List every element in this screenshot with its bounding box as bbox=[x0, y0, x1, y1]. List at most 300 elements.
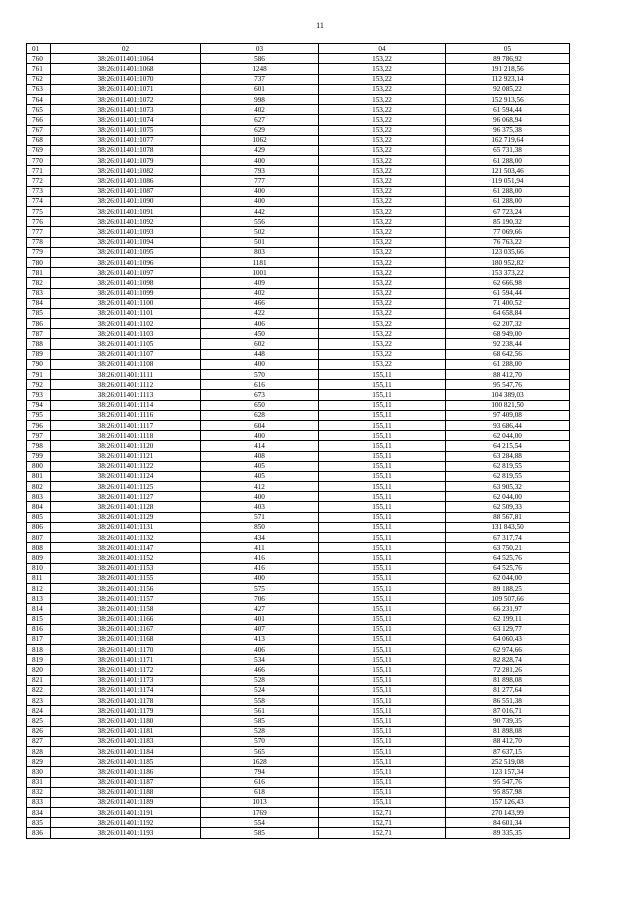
cadastral-number-cell: 38:26:011401:1094 bbox=[51, 237, 201, 247]
rate-cell: 155,11 bbox=[319, 655, 446, 665]
cadastral-number-cell: 38:26:011401:1068 bbox=[51, 64, 201, 74]
cadastral-number-cell: 38:26:011401:1087 bbox=[51, 186, 201, 196]
area-cell: 585 bbox=[201, 716, 319, 726]
area-cell: 466 bbox=[201, 298, 319, 308]
rate-cell: 152,71 bbox=[319, 818, 446, 828]
table-row bbox=[27, 767, 570, 777]
rate-cell: 155,11 bbox=[319, 604, 446, 614]
header-cell-02: 02 bbox=[51, 44, 201, 54]
value-cell: 82 828,74 bbox=[446, 655, 570, 665]
value-cell: 62 207,32 bbox=[446, 319, 570, 329]
area-cell: 575 bbox=[201, 583, 319, 593]
cadastral-number-cell: 38:26:011401:1166 bbox=[51, 614, 201, 624]
value-cell: 153 373,22 bbox=[446, 268, 570, 278]
value-cell: 62 199,11 bbox=[446, 614, 570, 624]
row-number-cell: 793 bbox=[27, 390, 51, 400]
row-number-cell: 780 bbox=[27, 257, 51, 267]
table-row bbox=[27, 502, 570, 512]
rate-cell: 155,11 bbox=[319, 675, 446, 685]
value-cell: 90 739,35 bbox=[446, 716, 570, 726]
rate-cell: 155,11 bbox=[319, 563, 446, 573]
table-row bbox=[27, 757, 570, 767]
table-row bbox=[27, 645, 570, 655]
cadastral-number-cell: 38:26:011401:1107 bbox=[51, 349, 201, 359]
cadastral-number-cell: 38:26:011401:1090 bbox=[51, 196, 201, 206]
row-number-cell: 810 bbox=[27, 563, 51, 573]
area-cell: 601 bbox=[201, 84, 319, 94]
area-cell: 442 bbox=[201, 207, 319, 217]
header-cell-01: 01 bbox=[27, 44, 51, 54]
value-cell: 63 905,32 bbox=[446, 482, 570, 492]
rate-cell: 155,11 bbox=[319, 716, 446, 726]
cadastral-number-cell: 38:26:011401:1173 bbox=[51, 675, 201, 685]
value-cell: 180 952,82 bbox=[446, 257, 570, 267]
cadastral-number-cell: 38:26:011401:1073 bbox=[51, 105, 201, 115]
cadastral-number-cell: 38:26:011401:1158 bbox=[51, 604, 201, 614]
cadastral-number-cell: 38:26:011401:1185 bbox=[51, 757, 201, 767]
cadastral-number-cell: 38:26:011401:1125 bbox=[51, 482, 201, 492]
cadastral-number-cell: 38:26:011401:1179 bbox=[51, 706, 201, 716]
row-number-cell: 765 bbox=[27, 105, 51, 115]
cadastral-number-cell: 38:26:011401:1121 bbox=[51, 451, 201, 461]
row-number-cell: 778 bbox=[27, 237, 51, 247]
rate-cell: 153,22 bbox=[319, 207, 446, 217]
area-cell: 571 bbox=[201, 512, 319, 522]
rate-cell: 153,22 bbox=[319, 176, 446, 186]
row-number-cell: 817 bbox=[27, 634, 51, 644]
table-row bbox=[27, 145, 570, 155]
rate-cell: 153,22 bbox=[319, 64, 446, 74]
row-number-cell: 806 bbox=[27, 522, 51, 532]
value-cell: 71 400,52 bbox=[446, 298, 570, 308]
cadastral-number-cell: 38:26:011401:1156 bbox=[51, 583, 201, 593]
area-cell: 416 bbox=[201, 563, 319, 573]
cadastral-number-cell: 38:26:011401:1116 bbox=[51, 410, 201, 420]
row-number-cell: 787 bbox=[27, 329, 51, 339]
row-number-cell: 789 bbox=[27, 349, 51, 359]
area-cell: 466 bbox=[201, 665, 319, 675]
value-cell: 64 658,84 bbox=[446, 308, 570, 318]
value-cell: 96 068,94 bbox=[446, 115, 570, 125]
value-cell: 121 503,46 bbox=[446, 166, 570, 176]
value-cell: 92 085,22 bbox=[446, 84, 570, 94]
value-cell: 97 409,08 bbox=[446, 410, 570, 420]
rate-cell: 153,22 bbox=[319, 135, 446, 145]
value-cell: 63 284,88 bbox=[446, 451, 570, 461]
rate-cell: 153,22 bbox=[319, 319, 446, 329]
rate-cell: 155,11 bbox=[319, 420, 446, 430]
table-row bbox=[27, 349, 570, 359]
cadastral-number-cell: 38:26:011401:1082 bbox=[51, 166, 201, 176]
cadastral-number-cell: 38:26:011401:1097 bbox=[51, 268, 201, 278]
value-cell: 162 719,64 bbox=[446, 135, 570, 145]
cadastral-number-cell: 38:26:011401:1100 bbox=[51, 298, 201, 308]
area-cell: 803 bbox=[201, 247, 319, 257]
rate-cell: 155,11 bbox=[319, 797, 446, 807]
row-number-cell: 809 bbox=[27, 553, 51, 563]
area-cell: 434 bbox=[201, 533, 319, 543]
value-cell: 95 547,76 bbox=[446, 777, 570, 787]
value-cell: 66 231,97 bbox=[446, 604, 570, 614]
rate-cell: 153,22 bbox=[319, 349, 446, 359]
table-row bbox=[27, 685, 570, 695]
rate-cell: 155,11 bbox=[319, 767, 446, 777]
rate-cell: 155,11 bbox=[319, 777, 446, 787]
value-cell: 72 281,26 bbox=[446, 665, 570, 675]
row-number-cell: 785 bbox=[27, 308, 51, 318]
table-row bbox=[27, 207, 570, 217]
table-row bbox=[27, 675, 570, 685]
table-row bbox=[27, 746, 570, 756]
row-number-cell: 798 bbox=[27, 441, 51, 451]
table-row bbox=[27, 166, 570, 176]
value-cell: 62 666,98 bbox=[446, 278, 570, 288]
rate-cell: 155,11 bbox=[319, 410, 446, 420]
table-row bbox=[27, 247, 570, 257]
value-cell: 109 507,66 bbox=[446, 594, 570, 604]
rate-cell: 155,11 bbox=[319, 685, 446, 695]
cadastral-number-cell: 38:26:011401:1105 bbox=[51, 339, 201, 349]
row-number-cell: 816 bbox=[27, 624, 51, 634]
table-row bbox=[27, 451, 570, 461]
rate-cell: 155,11 bbox=[319, 594, 446, 604]
area-cell: 502 bbox=[201, 227, 319, 237]
cadastral-number-cell: 38:26:011401:1086 bbox=[51, 176, 201, 186]
cadastral-number-cell: 38:26:011401:1064 bbox=[51, 54, 201, 64]
cadastral-number-cell: 38:26:011401:1174 bbox=[51, 685, 201, 695]
row-number-cell: 801 bbox=[27, 471, 51, 481]
table-row bbox=[27, 135, 570, 145]
cadastral-number-cell: 38:26:011401:1153 bbox=[51, 563, 201, 573]
value-cell: 61 594,44 bbox=[446, 105, 570, 115]
rate-cell: 155,11 bbox=[319, 441, 446, 451]
row-number-cell: 825 bbox=[27, 716, 51, 726]
cadastral-number-cell: 38:26:011401:1108 bbox=[51, 359, 201, 369]
cadastral-number-cell: 38:26:011401:1093 bbox=[51, 227, 201, 237]
area-cell: 403 bbox=[201, 502, 319, 512]
area-cell: 570 bbox=[201, 736, 319, 746]
rate-cell: 153,22 bbox=[319, 196, 446, 206]
rate-cell: 153,22 bbox=[319, 278, 446, 288]
row-number-cell: 790 bbox=[27, 359, 51, 369]
table-row bbox=[27, 777, 570, 787]
row-number-cell: 815 bbox=[27, 614, 51, 624]
row-number-cell: 797 bbox=[27, 431, 51, 441]
value-cell: 104 389,03 bbox=[446, 390, 570, 400]
rate-cell: 155,11 bbox=[319, 522, 446, 532]
cadastral-number-cell: 38:26:011401:1071 bbox=[51, 84, 201, 94]
area-cell: 628 bbox=[201, 410, 319, 420]
cadastral-number-cell: 38:26:011401:1181 bbox=[51, 726, 201, 736]
row-number-cell: 804 bbox=[27, 502, 51, 512]
rate-cell: 153,22 bbox=[319, 156, 446, 166]
rate-cell: 155,11 bbox=[319, 451, 446, 461]
table-row bbox=[27, 257, 570, 267]
rate-cell: 153,22 bbox=[319, 105, 446, 115]
cadastral-number-cell: 38:26:011401:1117 bbox=[51, 420, 201, 430]
rate-cell: 153,22 bbox=[319, 54, 446, 64]
row-number-cell: 819 bbox=[27, 655, 51, 665]
rate-cell: 155,11 bbox=[319, 390, 446, 400]
cadastral-number-cell: 38:26:011401:1095 bbox=[51, 247, 201, 257]
row-number-cell: 829 bbox=[27, 757, 51, 767]
table-row bbox=[27, 604, 570, 614]
row-number-cell: 781 bbox=[27, 268, 51, 278]
value-cell: 89 786,92 bbox=[446, 54, 570, 64]
cadastral-number-cell: 38:26:011401:1192 bbox=[51, 818, 201, 828]
area-cell: 556 bbox=[201, 217, 319, 227]
row-number-cell: 820 bbox=[27, 665, 51, 675]
value-cell: 62 044,00 bbox=[446, 573, 570, 583]
value-cell: 119 051,94 bbox=[446, 176, 570, 186]
row-number-cell: 803 bbox=[27, 492, 51, 502]
area-cell: 998 bbox=[201, 94, 319, 104]
area-cell: 850 bbox=[201, 522, 319, 532]
value-cell: 84 601,34 bbox=[446, 818, 570, 828]
row-number-cell: 823 bbox=[27, 696, 51, 706]
row-number-cell: 834 bbox=[27, 808, 51, 818]
rate-cell: 153,22 bbox=[319, 329, 446, 339]
table-row bbox=[27, 74, 570, 84]
table-row bbox=[27, 288, 570, 298]
rate-cell: 155,11 bbox=[319, 706, 446, 716]
area-cell: 650 bbox=[201, 400, 319, 410]
rate-cell: 155,11 bbox=[319, 492, 446, 502]
value-cell: 252 519,08 bbox=[446, 757, 570, 767]
cadastral-number-cell: 38:26:011401:1078 bbox=[51, 145, 201, 155]
area-cell: 402 bbox=[201, 288, 319, 298]
cadastral-number-cell: 38:26:011401:1131 bbox=[51, 522, 201, 532]
value-cell: 95 857,98 bbox=[446, 787, 570, 797]
table-row bbox=[27, 471, 570, 481]
table-row bbox=[27, 115, 570, 125]
row-number-cell: 770 bbox=[27, 156, 51, 166]
area-cell: 524 bbox=[201, 685, 319, 695]
rate-cell: 155,11 bbox=[319, 726, 446, 736]
row-number-cell: 835 bbox=[27, 818, 51, 828]
cadastral-number-cell: 38:26:011401:1075 bbox=[51, 125, 201, 135]
table-header-row bbox=[27, 44, 570, 54]
row-number-cell: 802 bbox=[27, 482, 51, 492]
cadastral-number-cell: 38:26:011401:1189 bbox=[51, 797, 201, 807]
table-row bbox=[27, 563, 570, 573]
table-row bbox=[27, 278, 570, 288]
area-cell: 400 bbox=[201, 431, 319, 441]
row-number-cell: 763 bbox=[27, 84, 51, 94]
row-number-cell: 811 bbox=[27, 573, 51, 583]
table-row bbox=[27, 64, 570, 74]
area-cell: 501 bbox=[201, 237, 319, 247]
area-cell: 408 bbox=[201, 451, 319, 461]
row-number-cell: 786 bbox=[27, 319, 51, 329]
table-row bbox=[27, 390, 570, 400]
rate-cell: 155,11 bbox=[319, 696, 446, 706]
table-row bbox=[27, 370, 570, 380]
area-cell: 411 bbox=[201, 543, 319, 553]
cadastral-number-cell: 38:26:011401:1147 bbox=[51, 543, 201, 553]
row-number-cell: 832 bbox=[27, 787, 51, 797]
rate-cell: 155,11 bbox=[319, 736, 446, 746]
area-cell: 405 bbox=[201, 471, 319, 481]
row-number-cell: 791 bbox=[27, 370, 51, 380]
area-cell: 406 bbox=[201, 319, 319, 329]
value-cell: 64 525,76 bbox=[446, 553, 570, 563]
cadastral-number-cell: 38:26:011401:1096 bbox=[51, 257, 201, 267]
table-row bbox=[27, 410, 570, 420]
value-cell: 89 335,35 bbox=[446, 828, 570, 838]
row-number-cell: 807 bbox=[27, 533, 51, 543]
row-number-cell: 800 bbox=[27, 461, 51, 471]
value-cell: 64 525,76 bbox=[446, 563, 570, 573]
row-number-cell: 830 bbox=[27, 767, 51, 777]
area-cell: 400 bbox=[201, 492, 319, 502]
area-cell: 427 bbox=[201, 604, 319, 614]
row-number-cell: 771 bbox=[27, 166, 51, 176]
cadastral-number-cell: 38:26:011401:1186 bbox=[51, 767, 201, 777]
value-cell: 131 843,50 bbox=[446, 522, 570, 532]
area-cell: 528 bbox=[201, 726, 319, 736]
cadastral-number-cell: 38:26:011401:1101 bbox=[51, 308, 201, 318]
area-cell: 1248 bbox=[201, 64, 319, 74]
area-cell: 528 bbox=[201, 675, 319, 685]
area-cell: 400 bbox=[201, 186, 319, 196]
cadastral-number-cell: 38:26:011401:1122 bbox=[51, 461, 201, 471]
cadastral-number-cell: 38:26:011401:1079 bbox=[51, 156, 201, 166]
area-cell: 402 bbox=[201, 105, 319, 115]
row-number-cell: 774 bbox=[27, 196, 51, 206]
table-row bbox=[27, 512, 570, 522]
rate-cell: 155,11 bbox=[319, 400, 446, 410]
table-row bbox=[27, 329, 570, 339]
table-row bbox=[27, 533, 570, 543]
cadastral-number-cell: 38:26:011401:1187 bbox=[51, 777, 201, 787]
value-cell: 123 035,66 bbox=[446, 247, 570, 257]
rate-cell: 155,11 bbox=[319, 502, 446, 512]
area-cell: 400 bbox=[201, 359, 319, 369]
rate-cell: 153,22 bbox=[319, 84, 446, 94]
table-row bbox=[27, 461, 570, 471]
area-cell: 604 bbox=[201, 420, 319, 430]
rate-cell: 155,11 bbox=[319, 614, 446, 624]
table-row bbox=[27, 716, 570, 726]
row-number-cell: 836 bbox=[27, 828, 51, 838]
rate-cell: 155,11 bbox=[319, 431, 446, 441]
row-number-cell: 795 bbox=[27, 410, 51, 420]
value-cell: 68 949,00 bbox=[446, 329, 570, 339]
area-cell: 1062 bbox=[201, 135, 319, 145]
cadastral-number-cell: 38:26:011401:1168 bbox=[51, 634, 201, 644]
table-row bbox=[27, 655, 570, 665]
rate-cell: 155,11 bbox=[319, 471, 446, 481]
area-cell: 794 bbox=[201, 767, 319, 777]
cadastral-number-cell: 38:26:011401:1118 bbox=[51, 431, 201, 441]
value-cell: 62 819,55 bbox=[446, 461, 570, 471]
cadastral-number-cell: 38:26:011401:1120 bbox=[51, 441, 201, 451]
rate-cell: 153,22 bbox=[319, 94, 446, 104]
row-number-cell: 773 bbox=[27, 186, 51, 196]
rate-cell: 155,11 bbox=[319, 533, 446, 543]
rate-cell: 153,22 bbox=[319, 247, 446, 257]
rate-cell: 155,11 bbox=[319, 543, 446, 553]
cadastral-number-cell: 38:26:011401:1183 bbox=[51, 736, 201, 746]
rate-cell: 153,22 bbox=[319, 268, 446, 278]
row-number-cell: 821 bbox=[27, 675, 51, 685]
table-row bbox=[27, 634, 570, 644]
table-row bbox=[27, 573, 570, 583]
cadastral-number-cell: 38:26:011401:1077 bbox=[51, 135, 201, 145]
value-cell: 62 509,33 bbox=[446, 502, 570, 512]
rate-cell: 153,22 bbox=[319, 237, 446, 247]
row-number-cell: 826 bbox=[27, 726, 51, 736]
row-number-cell: 831 bbox=[27, 777, 51, 787]
cadastral-number-cell: 38:26:011401:1157 bbox=[51, 594, 201, 604]
cadastral-number-cell: 38:26:011401:1092 bbox=[51, 217, 201, 227]
value-cell: 152 913,56 bbox=[446, 94, 570, 104]
rate-cell: 155,11 bbox=[319, 573, 446, 583]
table-row bbox=[27, 614, 570, 624]
area-cell: 737 bbox=[201, 74, 319, 84]
cadastral-number-cell: 38:26:011401:1111 bbox=[51, 370, 201, 380]
value-cell: 89 188,25 bbox=[446, 583, 570, 593]
value-cell: 270 143,99 bbox=[446, 808, 570, 818]
table-row bbox=[27, 105, 570, 115]
area-cell: 400 bbox=[201, 156, 319, 166]
cadastral-number-cell: 38:26:011401:1113 bbox=[51, 390, 201, 400]
rate-cell: 153,22 bbox=[319, 125, 446, 135]
area-cell: 1001 bbox=[201, 268, 319, 278]
rate-cell: 153,22 bbox=[319, 186, 446, 196]
table-row bbox=[27, 522, 570, 532]
area-cell: 429 bbox=[201, 145, 319, 155]
area-cell: 1769 bbox=[201, 808, 319, 818]
value-cell: 64 215,54 bbox=[446, 441, 570, 451]
area-cell: 448 bbox=[201, 349, 319, 359]
cadastral-number-cell: 38:26:011401:1098 bbox=[51, 278, 201, 288]
value-cell: 61 288,00 bbox=[446, 359, 570, 369]
table-row bbox=[27, 808, 570, 818]
cadastral-number-cell: 38:26:011401:1171 bbox=[51, 655, 201, 665]
area-cell: 554 bbox=[201, 818, 319, 828]
area-cell: 793 bbox=[201, 166, 319, 176]
table-row bbox=[27, 797, 570, 807]
rate-cell: 155,11 bbox=[319, 624, 446, 634]
cadastral-number-cell: 38:26:011401:1180 bbox=[51, 716, 201, 726]
area-cell: 409 bbox=[201, 278, 319, 288]
rate-cell: 152,71 bbox=[319, 808, 446, 818]
value-cell: 62 819,55 bbox=[446, 471, 570, 481]
row-number-cell: 782 bbox=[27, 278, 51, 288]
cadastral-number-cell: 38:26:011401:1152 bbox=[51, 553, 201, 563]
cadastral-number-cell: 38:26:011401:1172 bbox=[51, 665, 201, 675]
table-row bbox=[27, 268, 570, 278]
row-number-cell: 805 bbox=[27, 512, 51, 522]
value-cell: 191 218,56 bbox=[446, 64, 570, 74]
value-cell: 88 412,70 bbox=[446, 736, 570, 746]
table-row bbox=[27, 380, 570, 390]
area-cell: 405 bbox=[201, 461, 319, 471]
area-cell: 558 bbox=[201, 696, 319, 706]
value-cell: 88 567,81 bbox=[446, 512, 570, 522]
table-row bbox=[27, 441, 570, 451]
value-cell: 100 821,50 bbox=[446, 400, 570, 410]
area-cell: 602 bbox=[201, 339, 319, 349]
area-cell: 412 bbox=[201, 482, 319, 492]
row-number-cell: 818 bbox=[27, 645, 51, 655]
cadastral-number-cell: 38:26:011401:1103 bbox=[51, 329, 201, 339]
value-cell: 62 044,00 bbox=[446, 492, 570, 502]
area-cell: 561 bbox=[201, 706, 319, 716]
cadastral-number-cell: 38:26:011401:1188 bbox=[51, 787, 201, 797]
